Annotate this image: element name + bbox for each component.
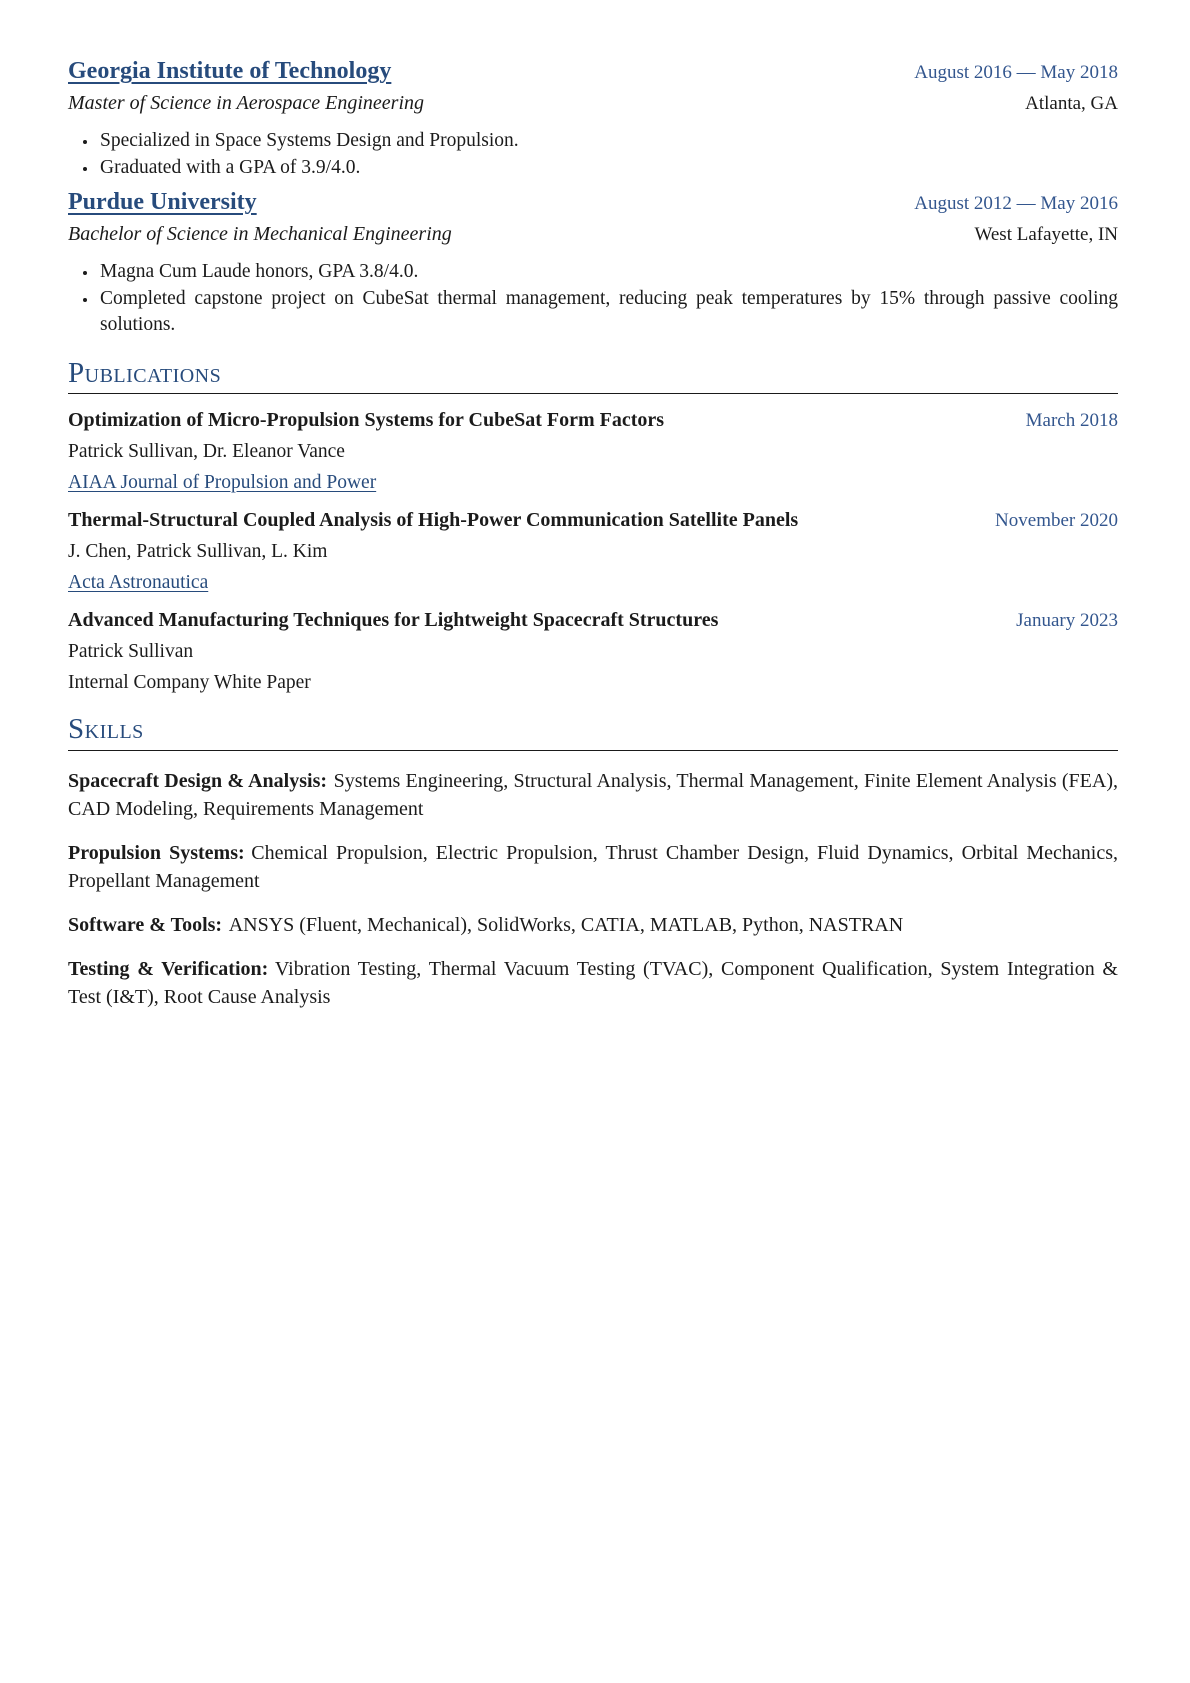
publication-venue-link[interactable]: Acta Astronautica: [68, 572, 209, 594]
section-header-publications: [68, 358, 1118, 394]
skill-category-label: Spacecraft Design & Analysis:: [68, 769, 328, 792]
education-header-row: [68, 58, 1118, 85]
education-dates: August 2016 — May 2018: [914, 62, 1118, 83]
education-entry-gatech: [68, 58, 1118, 181]
publication-venue-link[interactable]: AIAA Journal of Propulsion and Power: [68, 472, 377, 494]
publication-venue-row: [68, 572, 1118, 594]
skill-category-text: Vibration Testing, Thermal Vacuum Testing (TVAC), Component Qualification, System Integration & Test (I&T), Root Cause Analysis: [68, 957, 1118, 1008]
skill-category-spacecraft: [68, 767, 1118, 823]
publication-date: November 2020: [995, 510, 1118, 532]
education-dates: August 2012 — May 2016: [914, 193, 1118, 214]
skill-category-text: Systems Engineering, Structural Analysis, Thermal Management, Finite Element Analysis (FEA), CAD Modeling, Requirements Management: [68, 769, 1118, 820]
education-bullet-list: [68, 259, 1118, 338]
degree-title: Bachelor of Science in Mechanical Engineering: [68, 223, 452, 245]
section-title-skills: Skills: [68, 713, 144, 746]
publication-venue-row: [68, 472, 1118, 494]
section-title-publications: Publications: [68, 357, 222, 389]
publication-authors: Patrick Sullivan: [68, 641, 194, 663]
education-bullet: • Completed capstone project on CubeSat thermal management, reducing peak temperatures by 15% through passive cooling solutions.: [98, 286, 1118, 338]
publication-date: March 2018: [1025, 410, 1118, 432]
education-bullet-list: [68, 128, 1118, 181]
education-bullet: • Magna Cum Laude honors, GPA 3.8/4.0.: [98, 259, 1118, 285]
publication-item: [68, 409, 1118, 494]
skill-category-label: Software & Tools:: [68, 913, 223, 936]
publication-title: Optimization of Micro-Propulsion Systems for CubeSat Form Factors: [68, 409, 665, 432]
institution-link-purdue[interactable]: Purdue University: [68, 189, 257, 215]
section-header-skills: [68, 714, 1118, 750]
education-location: Atlanta, GA: [1025, 93, 1118, 114]
education-header-row: [68, 189, 1118, 216]
publication-title-row: [68, 609, 1118, 632]
education-subheader-row: [68, 223, 1118, 246]
education-bullet: • Graduated with a GPA of 3.9/4.0.: [98, 155, 1118, 181]
publication-authors: J. Chen, Patrick Sullivan, L. Kim: [68, 541, 328, 563]
skill-category-label: Propulsion Systems:: [68, 841, 245, 864]
publication-title-row: [68, 409, 1118, 432]
institution-link-gatech[interactable]: Georgia Institute of Technology: [68, 58, 392, 84]
publication-authors: Patrick Sullivan, Dr. Eleanor Vance: [68, 441, 345, 463]
publication-date: January 2023: [1016, 610, 1118, 632]
skill-category-propulsion: [68, 839, 1118, 895]
publication-venue-text: Internal Company White Paper: [68, 672, 311, 694]
publication-venue-row: [68, 672, 1118, 694]
education-bullet: • Specialized in Space Systems Design and Propulsion.: [98, 128, 1118, 154]
skill-category-software: [68, 911, 1118, 939]
publication-title: Thermal-Structural Coupled Analysis of High-Power Communication Satellite Panels: [68, 509, 799, 532]
publication-title-row: [68, 509, 1118, 532]
skill-category-testing: [68, 955, 1118, 1011]
skill-category-label: Testing & Verification:: [68, 957, 269, 980]
publication-item: [68, 509, 1118, 594]
degree-title: Master of Science in Aerospace Engineering: [68, 92, 425, 114]
education-subheader-row: [68, 92, 1118, 115]
skill-category-text: Chemical Propulsion, Electric Propulsion, Thrust Chamber Design, Fluid Dynamics, Orbital Mechanics, Propellant Management: [68, 841, 1119, 892]
education-location: West Lafayette, IN: [974, 224, 1118, 245]
publication-item: [68, 609, 1118, 694]
publication-title: Advanced Manufacturing Techniques for Lightweight Spacecraft Structures: [68, 609, 719, 632]
education-entry-purdue: [68, 189, 1118, 338]
skill-category-text: ANSYS (Fluent, Mechanical), SolidWorks, CATIA, MATLAB, Python, NASTRAN: [228, 913, 904, 936]
